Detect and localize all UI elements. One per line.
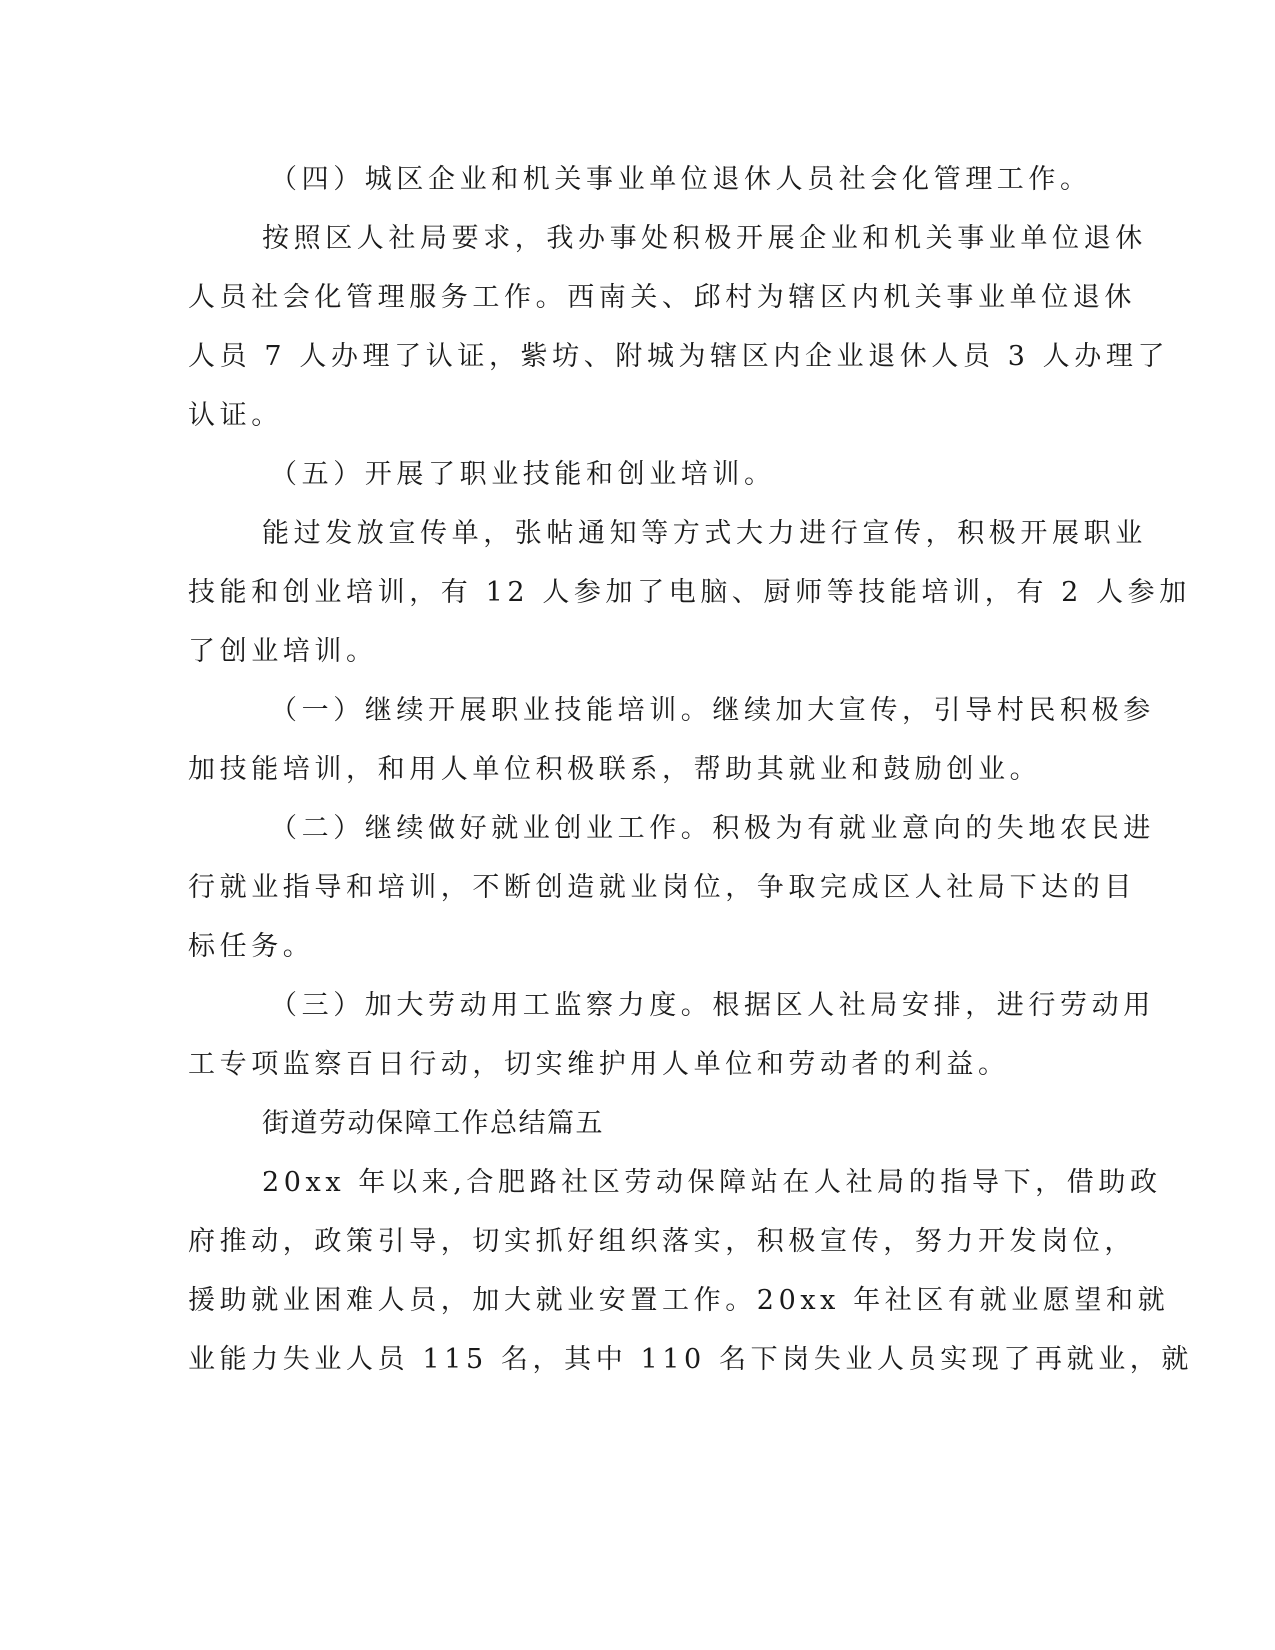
paragraph-line: 业能力失业人员 115 名，其中 110 名下岗失业人员实现了再就业，就 xyxy=(188,1344,1193,1375)
paragraph-line: 人员社会化管理服务工作。西南关、邱村为辖区内机关事业单位退休 xyxy=(188,282,1136,313)
heading-retiree-management: （四）城区企业和机关事业单位退休人员社会化管理工作。 xyxy=(270,164,1092,195)
paragraph-line: 援助就业困难人员，加大就业安置工作。20xx 年社区有就业愿望和就 xyxy=(188,1285,1170,1316)
paragraph-line: （三）加大劳动用工监察力度。根据区人社局安排，进行劳动用 xyxy=(270,990,1155,1021)
paragraph-line: 工专项监察百日行动，切实维护用人单位和劳动者的利益。 xyxy=(188,1049,1010,1080)
paragraph-line: 标任务。 xyxy=(188,931,315,962)
paragraph-line: （二）继续做好就业创业工作。积极为有就业意向的失地农民进 xyxy=(270,813,1155,844)
paragraph-line: 技能和创业培训，有 12 人参加了电脑、厨师等技能培训，有 2 人参加 xyxy=(188,577,1191,608)
paragraph-line: 按照区人社局要求，我办事处积极开展企业和机关事业单位退休 xyxy=(262,223,1147,254)
paragraph-line: 能过发放宣传单，张帖通知等方式大力进行宣传，积极开展职业 xyxy=(262,518,1147,549)
paragraph-line: 20xx 年以来,合肥路社区劳动保障站在人社局的指导下，借助政 xyxy=(262,1167,1162,1198)
heading-skills-training: （五）开展了职业技能和创业培训。 xyxy=(270,459,776,490)
paragraph-line: 加技能培训，和用人单位积极联系，帮助其就业和鼓励创业。 xyxy=(188,754,1042,785)
paragraph-line: 行就业指导和培训，不断创造就业岗位，争取完成区人社局下达的目 xyxy=(188,872,1136,903)
paragraph-line: 人员 7 人办理了认证，紫坊、附城为辖区内企业退休人员 3 人办理了 xyxy=(188,341,1170,372)
paragraph-line: 府推动，政策引导，切实抓好组织落实，积极宣传，努力开发岗位， xyxy=(188,1226,1136,1257)
paragraph-line: （一）继续开展职业技能培训。继续加大宣传，引导村民积极参 xyxy=(270,695,1155,726)
paragraph-line: 认证。 xyxy=(188,400,283,431)
paragraph-line: 了创业培训。 xyxy=(188,636,378,667)
section-title: 街道劳动保障工作总结篇五 xyxy=(262,1108,604,1139)
